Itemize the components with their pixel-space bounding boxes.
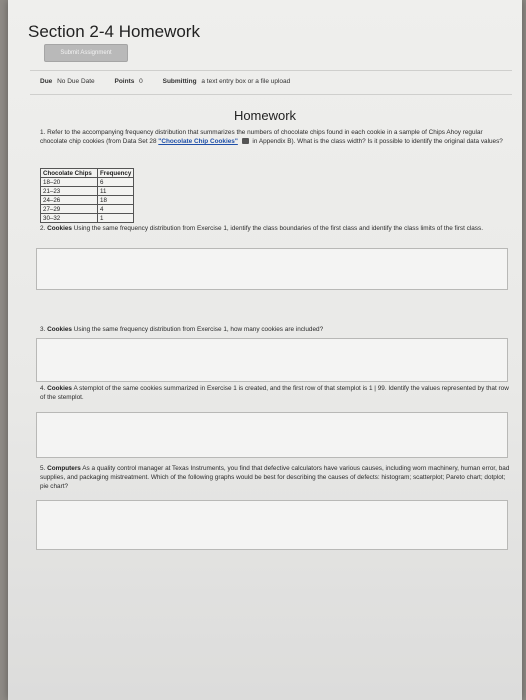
table-cell: 18 <box>98 196 134 205</box>
question-3 <box>40 325 510 334</box>
question-2-text: Using the same frequency distribution from Exercise 1, identify the class boundaries of the first class and identify the class limits of the first class. <box>73 225 483 232</box>
submit-assignment-button[interactable]: Submit Assignment <box>44 44 128 62</box>
question-2 <box>40 224 510 233</box>
points-label: Points <box>114 78 135 85</box>
question-5-text: As a quality control manager at Texas Instruments, you find that defective calculators have various causes, including worn machinery, human error, bad supplies, and packaging mistreatment. Which of the following graphs would be best for describing the causes of defects: histogram; scatterplot; Pareto chart; dotplot; pie chart? <box>40 465 510 490</box>
question-2-number: 2. <box>40 225 46 232</box>
table-row <box>41 178 134 187</box>
table-header: Chocolate Chips <box>41 169 98 178</box>
table-row <box>41 196 134 205</box>
book-icon[interactable] <box>242 138 249 144</box>
question-4-text: A stemplot of the same cookies summarized in Exercise 1 is created, and the first row of that stemplot is 1 | 99. Identify the values represented by that row of the stemplot. <box>40 385 509 401</box>
question-4 <box>40 384 510 402</box>
question-3-text: Using the same frequency distribution from Exercise 1, how many cookies are included? <box>73 326 324 333</box>
question-5-title: Computers <box>47 465 81 472</box>
table-cell: 1 <box>98 214 134 223</box>
table-row <box>41 214 134 223</box>
submitting-label: Submitting <box>162 78 197 85</box>
submitting-value: a text entry box or a file upload <box>201 78 291 85</box>
question-4-number: 4. <box>40 385 46 392</box>
table-cell: 24–26 <box>41 196 98 205</box>
question-4-title: Cookies <box>47 385 72 392</box>
table-cell: 18–20 <box>41 178 98 187</box>
table-cell: 4 <box>98 205 134 214</box>
question-1-number: 1. <box>40 129 46 136</box>
answer-box-q3[interactable] <box>36 338 508 382</box>
table-row <box>41 205 134 214</box>
due-label: Due <box>40 78 53 85</box>
question-5 <box>40 464 510 491</box>
assignment-meta <box>40 78 512 85</box>
homework-page <box>8 0 522 700</box>
table-cell: 30–32 <box>41 214 98 223</box>
frequency-table <box>40 168 134 223</box>
due-value: No Due Date <box>57 78 95 85</box>
chocolate-chip-cookies-link[interactable]: "Chocolate Chip Cookies" <box>158 138 238 145</box>
table-cell: 27–29 <box>41 205 98 214</box>
question-1-text-a: Refer to the accompanying frequency distribution that summarizes the numbers of chocolate chips found in each cookie in a sample of Chips Ahoy regular chocolate chip cookies (from Data Set 28 <box>40 129 483 145</box>
table-cell: 6 <box>98 178 134 187</box>
question-2-title: Cookies <box>47 225 72 232</box>
question-1 <box>40 128 510 146</box>
question-3-title: Cookies <box>47 326 72 333</box>
table-cell: 11 <box>98 187 134 196</box>
page-title: Section 2-4 Homework <box>28 22 200 41</box>
answer-box-q5[interactable] <box>36 500 508 550</box>
answer-box-q2[interactable] <box>36 248 508 290</box>
question-3-number: 3. <box>40 326 46 333</box>
answer-box-q4[interactable] <box>36 412 508 458</box>
homework-heading: Homework <box>233 108 297 123</box>
table-cell: 21–23 <box>41 187 98 196</box>
points-value: 0 <box>139 78 143 85</box>
question-5-number: 5. <box>40 465 46 472</box>
table-row <box>41 187 134 196</box>
header-divider <box>30 70 512 71</box>
meta-divider <box>30 94 512 95</box>
question-1-text-b: in Appendix B). What is the class width? Is it possible to identify the original data values? <box>252 138 503 145</box>
table-header: Frequency <box>98 169 134 178</box>
